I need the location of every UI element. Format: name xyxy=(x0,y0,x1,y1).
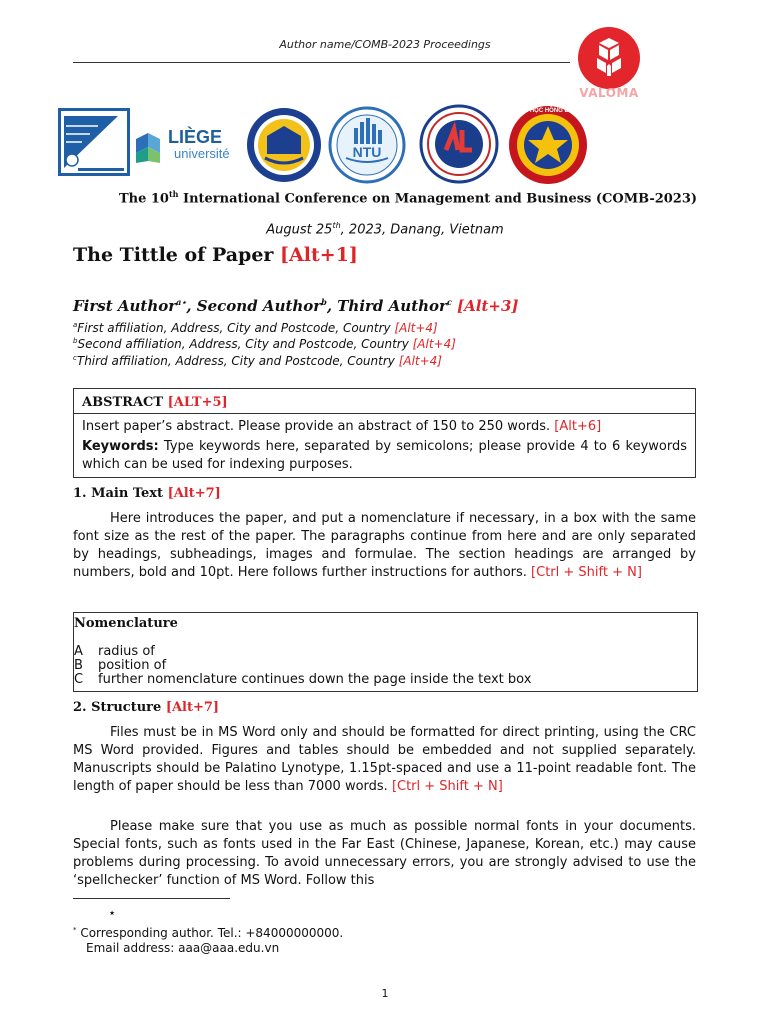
section-1-paragraph: Here introduces the paper, and put a nomenclature if necessary, in a box with the same font size as the rest of the paper. The paragraphs continue from here and are only separated by headings, subheadings, images and formulae. The section headings are arranged by numbers, bold and 10pt. Here follows further instructions for authors. [Ctrl + Shift + N] xyxy=(73,511,696,580)
nomenclature-title: Nomenclature xyxy=(74,616,178,631)
nomenclature-row: B position of xyxy=(74,658,167,673)
abstract-heading: ABSTRACT [ALT+5] xyxy=(74,389,695,414)
conference-title: The 10th International Conference on Management and Business (COMB-2023) xyxy=(118,189,698,207)
footnote-rule xyxy=(73,898,230,899)
author-list: First Author$^{a⋆}$, Second Author$^b$, Third Author$^c$ [Alt+3] xyxy=(73,297,519,315)
liege-emblem-icon xyxy=(134,129,164,165)
page-number: 1 xyxy=(381,987,389,1000)
footnote-line-1: * Corresponding author. Tel.: +84000000000. xyxy=(73,926,344,940)
university-seal-logo-1 xyxy=(245,106,323,184)
university-seal-logo-2 xyxy=(418,104,500,184)
affiliation-c: $^c$Third affiliation, Address, City and Postcode, Country [Alt+4] xyxy=(73,354,442,368)
conference-date: August 25th, 2023, Danang, Vietnam xyxy=(266,221,504,238)
university-of-economics-logo xyxy=(58,108,130,176)
hong-duc-university-logo: ĐẠI HỌC HỒNG ĐỨC xyxy=(507,104,589,186)
section-2-paragraph-2: Please make sure that you use as much as possible normal fonts in your documents. Special fonts, such as fonts used in the Far East (Chinese, Japanese, Korean, etc.) may cause problems during processing. To avoid unnecessary errors, you are strongly advised to use the ‘spellchecker’ function of MS Word. Follow this xyxy=(73,819,696,888)
abstract-text: Insert paper’s abstract. Please provide an abstract of 150 to 250 words. [Alt+6] xyxy=(82,419,602,434)
liege-universite-logo: LIÈGE université xyxy=(134,127,238,167)
section-1-heading: 1. Main Text [Alt+7] xyxy=(73,486,221,501)
valoma-label: VALOMA xyxy=(579,86,639,100)
running-header: Author name/COMB-2023 Proceedings xyxy=(279,38,491,51)
nomenclature-row: A radius of xyxy=(74,644,155,659)
abstract-box xyxy=(73,388,696,478)
ntu-logo: NTU xyxy=(328,106,406,184)
affiliation-b: $^b$Second affiliation, Address, City and Postcode, Country [Alt+4] xyxy=(73,337,456,351)
section-2-paragraph-1: Files must be in MS Word only and should be formatted for direct printing, using the CRC MS Word provided. Figures and tables should be embedded and not supplied separately. Manuscripts should be Palatino Lynotype, 1.15pt-spaced and use a 11-point readable font. The length of paper should be less than 7000 words. [Ctrl + Shift + N] xyxy=(73,725,696,794)
paper-title: The Tittle of Paper [Alt+1] xyxy=(73,244,358,266)
affiliation-a: $^a$First affiliation, Address, City and Postcode, Country [Alt+4] xyxy=(73,321,438,335)
footnote-line-2: Email address: aaa@aaa.edu.vn xyxy=(86,941,280,955)
header-rule xyxy=(73,62,570,63)
keywords: Keywords: Type keywords here, separated by semicolons; please provide 4 to 6 keywords which can be used for indexing purposes. xyxy=(82,439,687,472)
corresponding-star-icon: ⋆ xyxy=(181,297,187,307)
footnote-mark-icon: ⋆ xyxy=(108,906,117,921)
section-2-heading: 2. Structure [Alt+7] xyxy=(73,700,220,715)
nomenclature-row: C further nomenclature continues down the page inside the text box xyxy=(74,672,532,687)
nomenclature-box xyxy=(73,612,698,692)
